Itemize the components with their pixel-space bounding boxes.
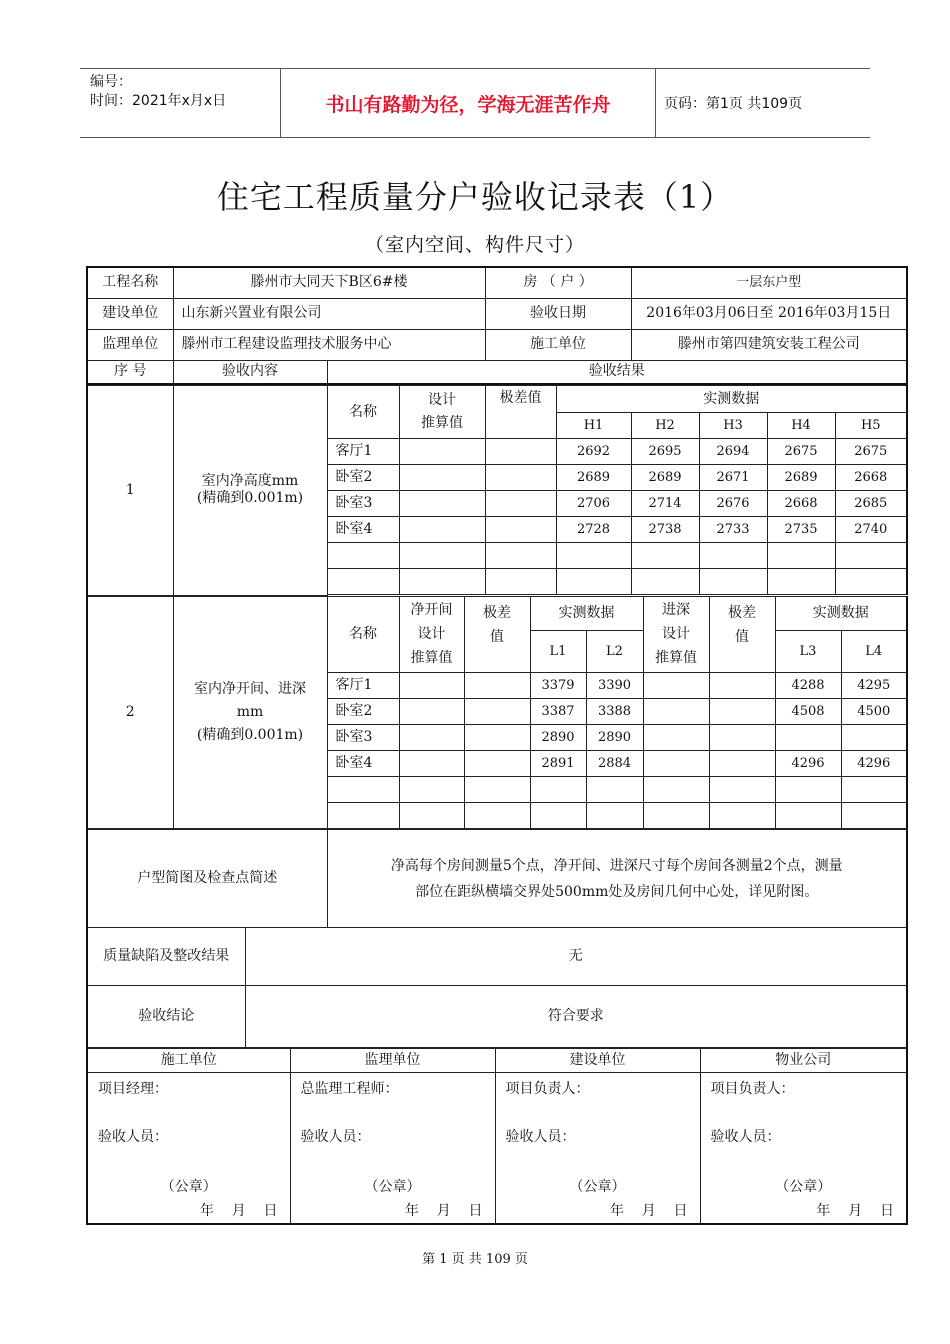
content-header: 验收内容 (173, 360, 327, 384)
section2-name-label: 名称 (327, 596, 399, 672)
seq-header: 序 号 (87, 360, 173, 384)
contractor-value: 滕州市第四建筑安装工程公司 (631, 329, 907, 360)
measure-value (775, 724, 841, 750)
sig-inspector: 验收人员： (710, 1129, 781, 1145)
measure-value: 2733 (699, 517, 767, 543)
time-label: 时间：2021年x月x日 (90, 93, 227, 109)
measure-value: 2714 (631, 491, 699, 517)
measure-value: 3388 (586, 698, 643, 724)
measure-value: 2689 (767, 465, 835, 491)
sig-seal: （公章） (569, 1179, 626, 1195)
section2-depth-design (643, 596, 709, 672)
section2-content-line2: mm (236, 703, 264, 720)
h-header: H2 (631, 413, 699, 439)
sketch-label: 户型简图及检查点简述 (87, 830, 327, 928)
sig-seal: （公章） (775, 1179, 832, 1195)
section2-seq: 2 (87, 596, 173, 829)
depth-design-line1: 进深 (662, 602, 690, 618)
sig-inspector: 验收人员： (98, 1129, 168, 1145)
sketch-text (327, 830, 907, 928)
defects-label: 质量缺陷及整改结果 (87, 928, 245, 986)
l-header: L2 (586, 630, 643, 672)
page-subtitle: （室内空间、构件尺寸） (364, 234, 585, 256)
measure-value: 2738 (631, 517, 699, 543)
sig-seal: （公章） (160, 1179, 217, 1195)
supervisor-value: 滕州市工程建设监理技术服务中心 (173, 329, 485, 360)
sig-org: 监理单位 (290, 1049, 495, 1073)
diff-line2: 值 (735, 628, 749, 645)
measure-value: 2685 (835, 491, 907, 517)
measure-value: 2668 (767, 491, 835, 517)
measure-value: 2671 (699, 465, 767, 491)
section1-design-label (399, 386, 485, 439)
signature-body-row (87, 1073, 907, 1225)
sig-role: 项目经理： (98, 1081, 168, 1097)
diff-line2: 值 (490, 628, 504, 645)
conclusion-row (87, 986, 907, 1048)
sig-role: 项目负责人： (505, 1081, 590, 1097)
measure-value: 4296 (775, 750, 841, 776)
sketch-text-line1: 净高每个房间测量5个点，净开间、进深尺寸每个房间各测量2个点，测量 (390, 857, 843, 874)
section1-seq: 1 (87, 386, 173, 596)
section2-content-line1: 室内净开间、进深 (194, 680, 306, 697)
measure-value: 2675 (767, 439, 835, 465)
form-table (86, 266, 908, 385)
sig-date: 年 月 日 (816, 1203, 894, 1219)
summary-table (86, 829, 908, 1048)
depth-design-line3: 推算值 (655, 650, 697, 666)
info-row-builder (87, 298, 907, 329)
section2-content-line3: (精确到0.001m) (196, 726, 304, 743)
section2-measured-label-1: 实测数据 (530, 596, 643, 630)
section1-measured-label: 实测数据 (556, 386, 907, 413)
measure-value: 2706 (556, 491, 631, 517)
measure-value: 2890 (586, 724, 643, 750)
section1-content (173, 386, 327, 596)
conclusion-value: 符合要求 (245, 986, 907, 1048)
width-design-line3: 推算值 (410, 650, 453, 666)
section1-name-label: 名称 (327, 386, 399, 439)
info-row-project (87, 267, 907, 298)
sig-org: 物业公司 (700, 1049, 907, 1073)
sketch-row (87, 830, 907, 928)
sig-role: 总监理工程师： (300, 1081, 399, 1097)
h-header: H4 (767, 413, 835, 439)
measure-value: 3390 (586, 672, 643, 698)
section1-content-line1: 室内净高度mm (201, 473, 299, 490)
result-header: 验收结果 (327, 360, 907, 384)
measure-value: 2675 (835, 439, 907, 465)
measure-value: 2728 (556, 517, 631, 543)
section2-content (173, 596, 327, 829)
section1-table (86, 385, 908, 596)
sig-inspector: 验收人员： (505, 1129, 576, 1145)
h-header: H3 (699, 413, 767, 439)
width-design-line1: 净开间 (410, 602, 453, 618)
page-footer: 第 1 页 共 109 页 (422, 1252, 528, 1267)
section2-measured-label-2: 实测数据 (775, 596, 907, 630)
sig-org: 建设单位 (495, 1049, 700, 1073)
code-label: 编号： (90, 74, 132, 90)
diff-line1: 极差 (483, 604, 511, 621)
measure-value: 4295 (841, 672, 907, 698)
section2-width-design (399, 596, 464, 672)
house-label: 房 （ 户 ） (485, 267, 631, 298)
builder-value: 山东新兴置业有限公司 (173, 298, 485, 329)
date-value: 2016年03月06日至 2016年03月15日 (631, 298, 907, 329)
measure-value: 2735 (767, 517, 835, 543)
room-name: 客厅1 (327, 672, 399, 698)
sig-date: 年 月 日 (404, 1203, 483, 1219)
signature-block (496, 1073, 700, 1223)
measure-value: 4500 (841, 698, 907, 724)
date-label: 验收日期 (485, 298, 631, 329)
section1-design-line2: 推算值 (421, 415, 463, 431)
section2-diff-label-1 (464, 596, 530, 672)
signature-block (88, 1073, 290, 1223)
motto: 书山有路勤为径，学海无涯苦作舟 (280, 69, 656, 137)
measure-value (841, 724, 907, 750)
h-header: H5 (835, 413, 907, 439)
measure-value: 2890 (530, 724, 586, 750)
header-meta (80, 69, 280, 137)
page-title: 住宅工程质量分户验收记录表（1） (216, 178, 734, 216)
measure-value: 4508 (775, 698, 841, 724)
h-header: H1 (556, 413, 631, 439)
signature-block (291, 1073, 495, 1223)
house-value: 一层东户型 (631, 267, 907, 298)
section1-design-line1: 设计 (428, 392, 456, 408)
measure-value: 2689 (556, 465, 631, 491)
column-header-row (87, 360, 907, 384)
l-header: L1 (530, 630, 586, 672)
room-name: 卧室4 (327, 750, 399, 776)
page-info: 页码：第1页 共109页 (664, 96, 803, 112)
sig-role: 项目负责人： (710, 1081, 795, 1097)
room-name: 客厅1 (327, 439, 399, 465)
measure-value: 2689 (631, 465, 699, 491)
room-name: 卧室2 (327, 465, 399, 491)
defects-row (87, 928, 907, 986)
info-row-supervisor (87, 329, 907, 360)
section1-diff-label: 极差值 (485, 386, 556, 439)
signature-table (86, 1048, 908, 1225)
measure-value: 2884 (586, 750, 643, 776)
sig-date: 年 月 日 (609, 1203, 688, 1219)
width-design-line2: 设计 (417, 626, 446, 642)
measure-value: 3387 (530, 698, 586, 724)
room-name: 卧室4 (327, 517, 399, 543)
project-name: 滕州市大同天下B区6#楼 (173, 267, 485, 298)
diff-line1: 极差 (728, 604, 756, 621)
section2-diff-label-2 (709, 596, 775, 672)
document-header (80, 68, 870, 138)
measure-value: 4288 (775, 672, 841, 698)
measure-value: 2692 (556, 439, 631, 465)
signature-header-row (87, 1049, 907, 1073)
contractor-label: 施工单位 (485, 329, 631, 360)
conclusion-label: 验收结论 (87, 986, 245, 1048)
depth-design-line2: 设计 (662, 626, 690, 642)
defects-value: 无 (245, 928, 907, 986)
measure-value: 2676 (699, 491, 767, 517)
signature-block (701, 1073, 907, 1223)
l-header: L3 (775, 630, 841, 672)
measure-value: 2694 (699, 439, 767, 465)
measure-value: 2891 (530, 750, 586, 776)
section1-content-line2: (精确到0.001m) (196, 490, 304, 507)
sig-org: 施工单位 (87, 1049, 290, 1073)
room-name: 卧室2 (327, 698, 399, 724)
measure-value: 4296 (841, 750, 907, 776)
measure-value: 3379 (530, 672, 586, 698)
measure-value: 2695 (631, 439, 699, 465)
room-name: 卧室3 (327, 491, 399, 517)
room-name: 卧室3 (327, 724, 399, 750)
sig-seal: （公章） (364, 1179, 421, 1195)
measure-value: 2668 (835, 465, 907, 491)
supervisor-label: 监理单位 (87, 329, 173, 360)
sig-date: 年 月 日 (199, 1203, 278, 1219)
sig-inspector: 验收人员： (300, 1129, 371, 1145)
l-header: L4 (841, 630, 907, 672)
section2-table (86, 596, 908, 830)
project-name-label: 工程名称 (87, 267, 173, 298)
inspection-form (86, 266, 906, 1225)
builder-label: 建设单位 (87, 298, 173, 329)
measure-value: 2740 (835, 517, 907, 543)
sketch-text-line2: 部位在距纵横墙交界处500mm处及房间几何中心处，详见附图。 (415, 883, 819, 900)
